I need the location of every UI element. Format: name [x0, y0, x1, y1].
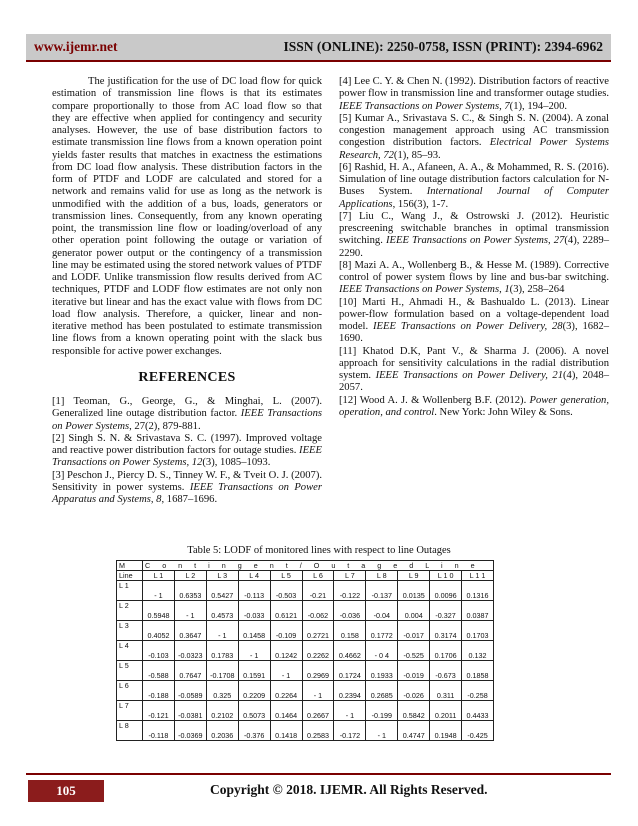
- table-cell: 0.1418: [270, 721, 302, 741]
- table-cell: 0.2036: [206, 721, 238, 741]
- reference-item: [12] Wood A. J. & Wollenberg B.F. (2012). Power generation, operation, and control. New York: John Wiley & Sons.: [339, 394, 609, 418]
- table-cell: 0.4433: [462, 701, 494, 721]
- reference-item: [8] Mazi A. A., Wollenberg B., & Hesse M. (1989). Corrective control of power system flows by line and bus-bar switching. IEEE Transactions on Power Systems, 1(3), 258–264: [339, 259, 609, 296]
- table-cell: 0.0387: [462, 601, 494, 621]
- copyright-notice: Copyright © 2018. IJEMR. All Rights Reserved.: [210, 782, 488, 797]
- references-list-right: [339, 76, 609, 419]
- table-row: [117, 681, 494, 701]
- references-heading: REFERENCES: [138, 369, 236, 385]
- table-cell: -0.04: [366, 601, 398, 621]
- line-column-label: Line: [117, 571, 143, 581]
- table-cell: -0.019: [398, 661, 430, 681]
- table-cell: 0.132: [462, 641, 494, 661]
- table-cell: -0.525: [398, 641, 430, 661]
- reference-item: [2] Singh S. N. & Srivastava S. C. (1997). Improved voltage and reactive power distribution factors for outage studies. IEEE Transactions on Power Systems, 12(3), 1085–1093.: [52, 432, 322, 469]
- table-cell: -0.062: [302, 601, 334, 621]
- column-header: L 1 1: [462, 571, 494, 581]
- table-cell: -0.113: [238, 581, 270, 601]
- column-header: L 3: [206, 571, 238, 581]
- table-cell: 0.3174: [430, 621, 462, 641]
- reference-item: [10] Marti H., Ahmadi H., & Bashualdo L. (2013). Linear power-flow formulation based on a voltage-dependent load model. IEEE Transactions on Power Delivery, 28(3), 1682–1690.: [339, 296, 609, 345]
- table-cell: -0.121: [143, 701, 175, 721]
- table-cell: -0.188: [143, 681, 175, 701]
- row-label: L 7: [117, 701, 143, 721]
- table-cell: 0.5427: [206, 581, 238, 601]
- table-cell: -0.425: [462, 721, 494, 741]
- table-cell: 0.2102: [206, 701, 238, 721]
- column-header: L 6: [302, 571, 334, 581]
- table-cell: 0.2011: [430, 701, 462, 721]
- table-cell: -0.199: [366, 701, 398, 721]
- column-header: L 9: [398, 571, 430, 581]
- references-list-left: [52, 396, 322, 506]
- table-cell: 0.1858: [462, 661, 494, 681]
- table-cell: -0.017: [398, 621, 430, 641]
- table-cell: - 0 4: [366, 641, 398, 661]
- reference-item: [7] Liu C., Wang J., & Ostrowski J. (2012). Heuristic prescreening switchable branches in optimal transmission switching. IEEE Transactions on Power Systems, 27(4), 2289–2290.: [339, 210, 609, 259]
- table-cell: -0.109: [270, 621, 302, 641]
- table-cell: - 1: [174, 601, 206, 621]
- table-cell: 0.2969: [302, 661, 334, 681]
- table-cell: 0.2394: [334, 681, 366, 701]
- issn-info: ISSN (ONLINE): 2250-0758, ISSN (PRINT): 2394-6962: [283, 39, 603, 54]
- table-cell: -0.327: [430, 601, 462, 621]
- page-header: [26, 34, 611, 62]
- reference-item: [5] Kumar A., Srivastava S. C., & Singh S. N. (2004). A zonal congestion management approach using AC transmission congestion distribution factors. Electrical Power Systems Research, 72(1), 85–93.: [339, 112, 609, 161]
- row-label: L 2: [117, 601, 143, 621]
- table-cell: -0.033: [238, 601, 270, 621]
- column-header: L 2: [174, 571, 206, 581]
- table-cell: -0.0589: [174, 681, 206, 701]
- table-cell: 0.1783: [206, 641, 238, 661]
- body-paragraph: The justification for the use of DC load flow for quick estimation of transmission line flows is that its estimates compare proportionally to those from AC load flow so that they are effective when applied for contingency and security analyses. However, the use of base distribution factors to estimate transmission line flows from a known operation point yields faster results that matches in exactness the estimations from DC load flow analysis. These distribution factors in the form of PTDF and LODF are calculated and stored for a network and remains valid for use as long as the network is unmodified with the addition of a bus, loads, generators or transmission lines. Consequently, from any known operating point, the transmission line flow or loading/overload of any other operation point following the outage or variation of generator power output or the contingency of a transmission line may be estimated using the stored network values of PTDF and LODF. Unlike transmission flow results derived from AC techniques, PTDF and LODF flow estimates are not only non iterative but linear and has the exact value with flows from DC load flow analysis. Therefore, a quicker, linear and non-iterative method has been postulated to estimate transmission line flows from a known operating point with the slack bus responsible for active power exchanges.: [52, 76, 322, 357]
- table-cell: 0.1933: [366, 661, 398, 681]
- right-column: [339, 76, 609, 419]
- table-cell: - 1: [366, 721, 398, 741]
- contingent-outaged-line-header: C o n t i n g e n t / O u t a g e d L i n e: [143, 561, 494, 571]
- table-cell: 0.325: [206, 681, 238, 701]
- table-cell: 0.2264: [270, 681, 302, 701]
- table-cell: 0.1703: [462, 621, 494, 641]
- table-cell: - 1: [206, 621, 238, 641]
- table-cell: 0.1948: [430, 721, 462, 741]
- table-corner-label: M: [117, 561, 143, 571]
- table-cell: -0.118: [143, 721, 175, 741]
- table-cell: -0.036: [334, 601, 366, 621]
- table-cell: 0.7647: [174, 661, 206, 681]
- table-cell: -0.0323: [174, 641, 206, 661]
- table-cell: -0.588: [143, 661, 175, 681]
- table-cell: -0.172: [334, 721, 366, 741]
- table-cell: 0.0135: [398, 581, 430, 601]
- table-cell: 0.5948: [143, 601, 175, 621]
- table-cell: 0.004: [398, 601, 430, 621]
- row-label: L 5: [117, 661, 143, 681]
- table-cell: 0.1458: [238, 621, 270, 641]
- reference-item: [1] Teoman, G., George, G., & Minghai, L. (2007). Generalized line outage distribution factor. IEEE Transactions on Power Systems, 27(2), 879-881.: [52, 396, 322, 432]
- table-cell: 0.1724: [334, 661, 366, 681]
- row-label: L 1: [117, 581, 143, 601]
- row-label: L 4: [117, 641, 143, 661]
- table-cell: 0.1591: [238, 661, 270, 681]
- table-cell: - 1: [334, 701, 366, 721]
- table-cell: 0.4052: [143, 621, 175, 641]
- table-cell: - 1: [270, 661, 302, 681]
- table-cell: 0.1316: [462, 581, 494, 601]
- lodf-table: [116, 560, 494, 741]
- column-header: L 5: [270, 571, 302, 581]
- table-cell: -0.258: [462, 681, 494, 701]
- reference-item: [11] Khatod D.K, Pant V., & Sharma J. (2006). A novel approach for sensitivity calculations in the radial distribution system. IEEE Transactions on Power Delivery, 21(4), 2048–2057.: [339, 345, 609, 394]
- table-cell: 0.1772: [366, 621, 398, 641]
- table-cell: -0.026: [398, 681, 430, 701]
- column-header: L 4: [238, 571, 270, 581]
- table-row: [117, 621, 494, 641]
- journal-website: www.ijemr.net: [34, 39, 118, 54]
- table-cell: 0.3647: [174, 621, 206, 641]
- table-row: [117, 581, 494, 601]
- table-cell: 0.5073: [238, 701, 270, 721]
- left-column: [52, 76, 322, 506]
- column-header: L 1: [143, 571, 175, 581]
- table-cell: -0.21: [302, 581, 334, 601]
- row-label: L 8: [117, 721, 143, 741]
- table-cell: 0.6121: [270, 601, 302, 621]
- table-cell: -0.0369: [174, 721, 206, 741]
- table-cell: 0.2209: [238, 681, 270, 701]
- table-cell: 0.311: [430, 681, 462, 701]
- reference-item: [3] Peschon J., Piercy D. S., Tinney W. F., & Tveit O. J. (2007). Sensitivity in power systems. IEEE Transactions on Power Apparatus and Systems, 8, 1687–1696.: [52, 469, 322, 505]
- table-cell: -0.1708: [206, 661, 238, 681]
- table-cell: 0.4747: [398, 721, 430, 741]
- table-row: [117, 601, 494, 621]
- table-cell: - 1: [238, 641, 270, 661]
- table-cell: -0.122: [334, 581, 366, 601]
- table-cell: - 1: [302, 681, 334, 701]
- table-cell: 0.4662: [334, 641, 366, 661]
- table-cell: -0.137: [366, 581, 398, 601]
- row-label: L 6: [117, 681, 143, 701]
- reference-item: [4] Lee C. Y. & Chen N. (1992). Distribution factors of reactive power flow in transmission line and transformer outage studies. IEEE Transactions on Power Systems, 7(1), 194–200.: [339, 76, 609, 112]
- footer-divider: [26, 773, 611, 775]
- table-body: [117, 581, 494, 741]
- table-group-header-row: [117, 561, 494, 571]
- table-cell: -0.103: [143, 641, 175, 661]
- table-cell: 0.6353: [174, 581, 206, 601]
- table-cell: 0.1706: [430, 641, 462, 661]
- column-header: L 1 0: [430, 571, 462, 581]
- table-cell: 0.1464: [270, 701, 302, 721]
- table-row: [117, 661, 494, 681]
- table-cell: 0.0096: [430, 581, 462, 601]
- table-cell: 0.5842: [398, 701, 430, 721]
- table-cell: 0.2262: [302, 641, 334, 661]
- table-cell: 0.2667: [302, 701, 334, 721]
- page-number: 105: [28, 780, 104, 802]
- table-column-header-row: [117, 571, 494, 581]
- table-caption: Table 5: LODF of monitored lines with respect to line Outages: [187, 545, 451, 556]
- table-cell: -0.0381: [174, 701, 206, 721]
- table-cell: 0.158: [334, 621, 366, 641]
- reference-item: [6] Rashid, H. A., Afaneen, A. A., & Mohammed, R. S. (2016). Simulation of line outage distribution factors calculation for N- Buses System. International Journal of Computer Applications, 156(3), 1-7.: [339, 161, 609, 210]
- table-row: [117, 641, 494, 661]
- column-header: L 7: [334, 571, 366, 581]
- table-cell: 0.2583: [302, 721, 334, 741]
- table-cell: 0.4573: [206, 601, 238, 621]
- table-cell: -0.673: [430, 661, 462, 681]
- table-row: [117, 721, 494, 741]
- table-row: [117, 701, 494, 721]
- column-header: L 8: [366, 571, 398, 581]
- table-cell: 0.1242: [270, 641, 302, 661]
- table-cell: 0.2685: [366, 681, 398, 701]
- table-cell: -0.376: [238, 721, 270, 741]
- row-label: L 3: [117, 621, 143, 641]
- table-cell: -0.503: [270, 581, 302, 601]
- table-cell: 0.2721: [302, 621, 334, 641]
- table-cell: - 1: [143, 581, 175, 601]
